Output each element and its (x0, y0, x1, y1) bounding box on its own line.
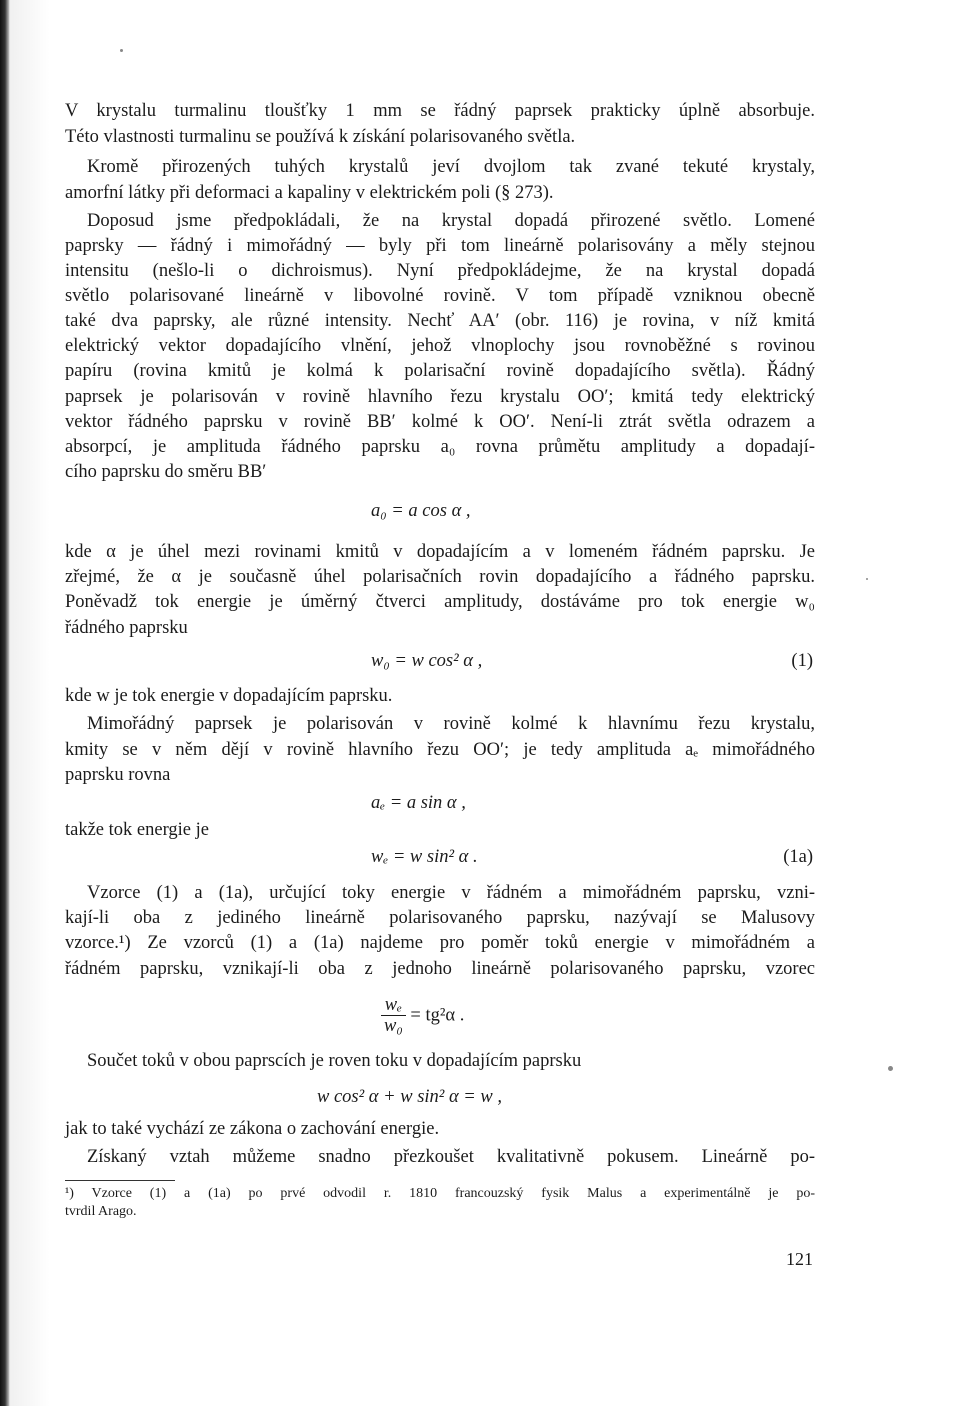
equation-we-formula: wₑ = w sin² α . (371, 847, 478, 867)
page-gutter-shadow (10, 0, 50, 1406)
text-line: Této vlastnosti turmalinu se používá k získání polarisovaného světla. (65, 127, 576, 147)
page-number: 121 (786, 1249, 813, 1269)
text-line: kde α je úhel mezi rovinami kmitů v dopadajícím a v lomeném řádném paprsku. Je (65, 542, 815, 562)
text-line: vzorce.¹) Ze vzorců (1) a (1a) najdeme pro poměr toků energie v mimořádném a (65, 933, 815, 953)
equation-w0-formula: w₀ = w cos² α , (371, 651, 483, 671)
scan-speck (866, 578, 868, 580)
text-line: paprsky — řádný i mimořádný — byly při tom lineárně polarisovány a měly stejnou (65, 236, 815, 256)
text-line: kmity se v něm dějí v rovině hlavního řezu OO′; je tedy amplituda aₑ mimořádného (65, 740, 815, 760)
text-line: kde w je tok energie v dopadajícím paprsku. (65, 686, 393, 706)
fraction-rhs: = tg²α . (410, 1005, 465, 1026)
text-line: Vzorce (1) a (1a), určující toky energie v řádném a mimořádném paprsku, vzni- (87, 883, 815, 903)
footnote-rule (65, 1180, 175, 1181)
equation-sum-formula: w cos² α + w sin² α = w , (317, 1087, 502, 1107)
equation-ratio-formula (381, 995, 464, 1039)
footnote-line: ¹) Vzorce (1) a (1a) po prvé odvodil r. 1810 francouzský fysik Malus a experimentálně je po- (65, 1186, 815, 1201)
text-line: paprsku rovna (65, 765, 171, 785)
text-line: zřejmé, že α je současně úhel polarisačních rovin dopadajícího a řádného paprsku. (65, 567, 815, 587)
text-line: takže tok energie je (65, 820, 209, 840)
text-line: cího paprsku do směru BB′ (65, 462, 267, 482)
text-line: amorfní látky při deformaci a kapaliny v elektrickém poli (§ 273). (65, 183, 554, 203)
text-line: paprsek je polarisován v rovině hlavního řezu krystalu OO′; kmitá tedy elektrický (65, 387, 815, 407)
text-line: Mimořádný paprsek je polarisován v rovině kolmé k hlavnímu řezu krystalu, (87, 714, 815, 734)
page-binding-edge (0, 0, 10, 1406)
text-line: Kromě přirozených tuhých krystalů jeví dvojlom tak zvané tekuté krystaly, (87, 157, 815, 177)
footnote-line: tvrdil Arago. (65, 1204, 137, 1219)
text-line: V krystalu turmalinu tloušťky 1 mm se řádný paprsek prakticky úplně absorbuje. (65, 101, 815, 121)
text-line: intensitu (nešlo-li o dichroismus). Nyní předpokládejme, že na krystal dopadá (65, 261, 815, 281)
text-line: Získaný vztah můžeme snadno přezkoušet kvalitativně pokusem. Lineárně po- (87, 1147, 815, 1167)
text-line: vektor řádného paprsku v rovině BB′ kolmé k OO′. Není-li ztrát světla odrazem a (65, 412, 815, 432)
text-line: elektrický vektor dopadajícího vlnění, jehož vlnoplochy jsou rovnoběžné s rovinou (65, 336, 815, 356)
fraction-denominator: w₀ (384, 1016, 403, 1036)
text-line: jak to také vychází ze zákona o zachování energie. (65, 1119, 440, 1139)
text-line: Doposud jsme předpokládali, že na krystal dopadá přirozené světlo. Lomené (87, 211, 815, 231)
text-line: Poněvadž tok energie je úměrný čtverci amplitudy, dostáváme pro tok energie w₀ (65, 592, 815, 612)
text-line: světlo polarisované lineárně v libovolné rovině. V tom případě vzniknou obecně (65, 286, 815, 306)
text-line: řádného paprsku (65, 618, 188, 638)
fraction (381, 995, 406, 1036)
equation-ae-formula: aₑ = a sin α , (371, 793, 466, 813)
text-line: řádném paprsku, vznikají-li oba z jednoho lineárně polarisovaného paprsku, vzorec (65, 959, 815, 979)
equation-number: (1a) (783, 847, 813, 867)
equation-a0-formula: a₀ = a cos α , (371, 501, 471, 521)
text-line: papíru (rovina kmitů je kolmá k polarisační rovině dopadajícího světla). Řádný (65, 361, 815, 381)
text-line: absorpcí, je amplituda řádného paprsku a₀ rovna průmětu amplitudy a dopadají- (65, 437, 815, 457)
equation-ratio (65, 995, 815, 1041)
text-line: také dva paprsky, ale různé intensity. Nechť AA′ (obr. 116) je rovina, v níž kmitá (65, 311, 815, 331)
scan-speck (888, 1066, 893, 1071)
fraction-numerator: wₑ (381, 995, 406, 1016)
equation-number: (1) (791, 651, 813, 671)
scan-speck (120, 49, 123, 52)
text-line: Součet toků v obou paprscích je roven toku v dopadajícím paprsku (87, 1051, 582, 1071)
text-line: kají-li oba z jediného lineárně polarisovaného paprsku, nazývají se Malusovy (65, 908, 815, 928)
